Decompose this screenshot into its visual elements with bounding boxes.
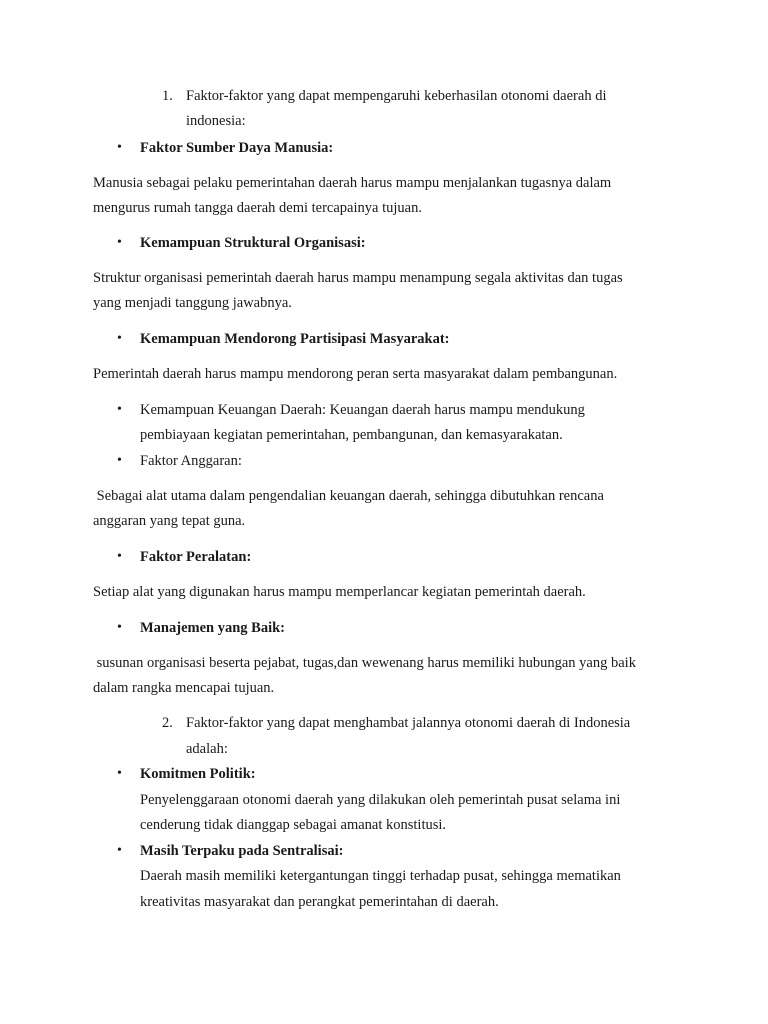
section-2-heading-line-2: adalah:: [186, 741, 228, 757]
bullet-sentralisasi-line-1: Daerah masih memiliki ketergantungan tinggi terhadap pusat, sehingga mematikan: [140, 868, 621, 884]
bullet-keuangan-line-1: Kemampuan Keuangan Daerah: Keuangan daerah harus mampu mendukung: [140, 402, 585, 418]
paragraph-anggaran-line-1: Sebagai alat utama dalam pengendalian keuangan daerah, sehingga dibutuhkan rencana: [93, 488, 604, 504]
bullet-marker: •: [117, 140, 122, 155]
bullet-keuangan-line-2: pembiayaan kegiatan pemerintahan, pembangunan, dan kemasyarakatan.: [140, 427, 563, 443]
bullet-title-anggaran: Faktor Anggaran:: [140, 453, 242, 469]
section-2-number: 2.: [162, 715, 173, 731]
bullet-sentralisasi-line-2: kreativitas masyarakat dan perangkat pemerintahan di daerah.: [140, 894, 499, 910]
paragraph-manajemen-line-2: dalam rangka mencapai tujuan.: [93, 680, 275, 696]
bullet-komitmen-line-2: cenderung tidak dianggap sebagai amanat konstitusi.: [140, 817, 447, 833]
bullet-marker: •: [117, 766, 122, 781]
paragraph-manajemen-line-1: susunan organisasi beserta pejabat, tugas,dan wewenang harus memiliki hubungan yang baik: [93, 655, 636, 671]
paragraph-partisipasi-line-1: Pemerintah daerah harus mampu mendorong peran serta masyarakat dalam pembangunan.: [93, 366, 618, 382]
paragraph-sdm-line-2: mengurus rumah tangga daerah demi tercapainya tujuan.: [93, 200, 422, 216]
bullet-marker: •: [117, 549, 122, 564]
bullet-marker: •: [117, 235, 122, 250]
section-1-heading-line-1: Faktor-faktor yang dapat mempengaruhi keberhasilan otonomi daerah di: [186, 88, 607, 104]
bullet-marker: •: [117, 402, 122, 417]
bullet-title-struktural: Kemampuan Struktural Organisasi:: [140, 235, 366, 251]
paragraph-sdm-line-1: Manusia sebagai pelaku pemerintahan daerah harus mampu menjalankan tugasnya dalam: [93, 175, 612, 191]
bullet-marker: •: [117, 331, 122, 346]
bullet-title-peralatan: Faktor Peralatan:: [140, 549, 252, 565]
bullet-marker: •: [117, 620, 122, 635]
section-1-number: 1.: [162, 88, 173, 104]
section-2-heading-line-1: Faktor-faktor yang dapat menghambat jalannya otonomi daerah di Indonesia: [186, 715, 631, 731]
bullet-title-komitmen: Komitmen Politik:: [140, 766, 256, 782]
bullet-marker: •: [117, 843, 122, 858]
paragraph-peralatan-line-1: Setiap alat yang digunakan harus mampu memperlancar kegiatan pemerintah daerah.: [93, 584, 586, 600]
bullet-title-sdm: Faktor Sumber Daya Manusia:: [140, 140, 334, 156]
bullet-marker: •: [117, 453, 122, 468]
paragraph-struktural-line-2: yang menjadi tanggung jawabnya.: [93, 295, 292, 311]
bullet-title-manajemen: Manajemen yang Baik:: [140, 620, 285, 636]
paragraph-anggaran-line-2: anggaran yang tepat guna.: [93, 513, 246, 529]
bullet-title-sentralisasi: Masih Terpaku pada Sentralisai:: [140, 843, 344, 859]
paragraph-struktural-line-1: Struktur organisasi pemerintah daerah harus mampu menampung segala aktivitas dan tugas: [93, 270, 623, 286]
bullet-komitmen-line-1: Penyelenggaraan otonomi daerah yang dilakukan oleh pemerintah pusat selama ini: [140, 792, 621, 808]
bullet-title-partisipasi: Kemampuan Mendorong Partisipasi Masyarakat:: [140, 331, 450, 347]
section-1-heading-line-2: indonesia:: [186, 113, 246, 129]
